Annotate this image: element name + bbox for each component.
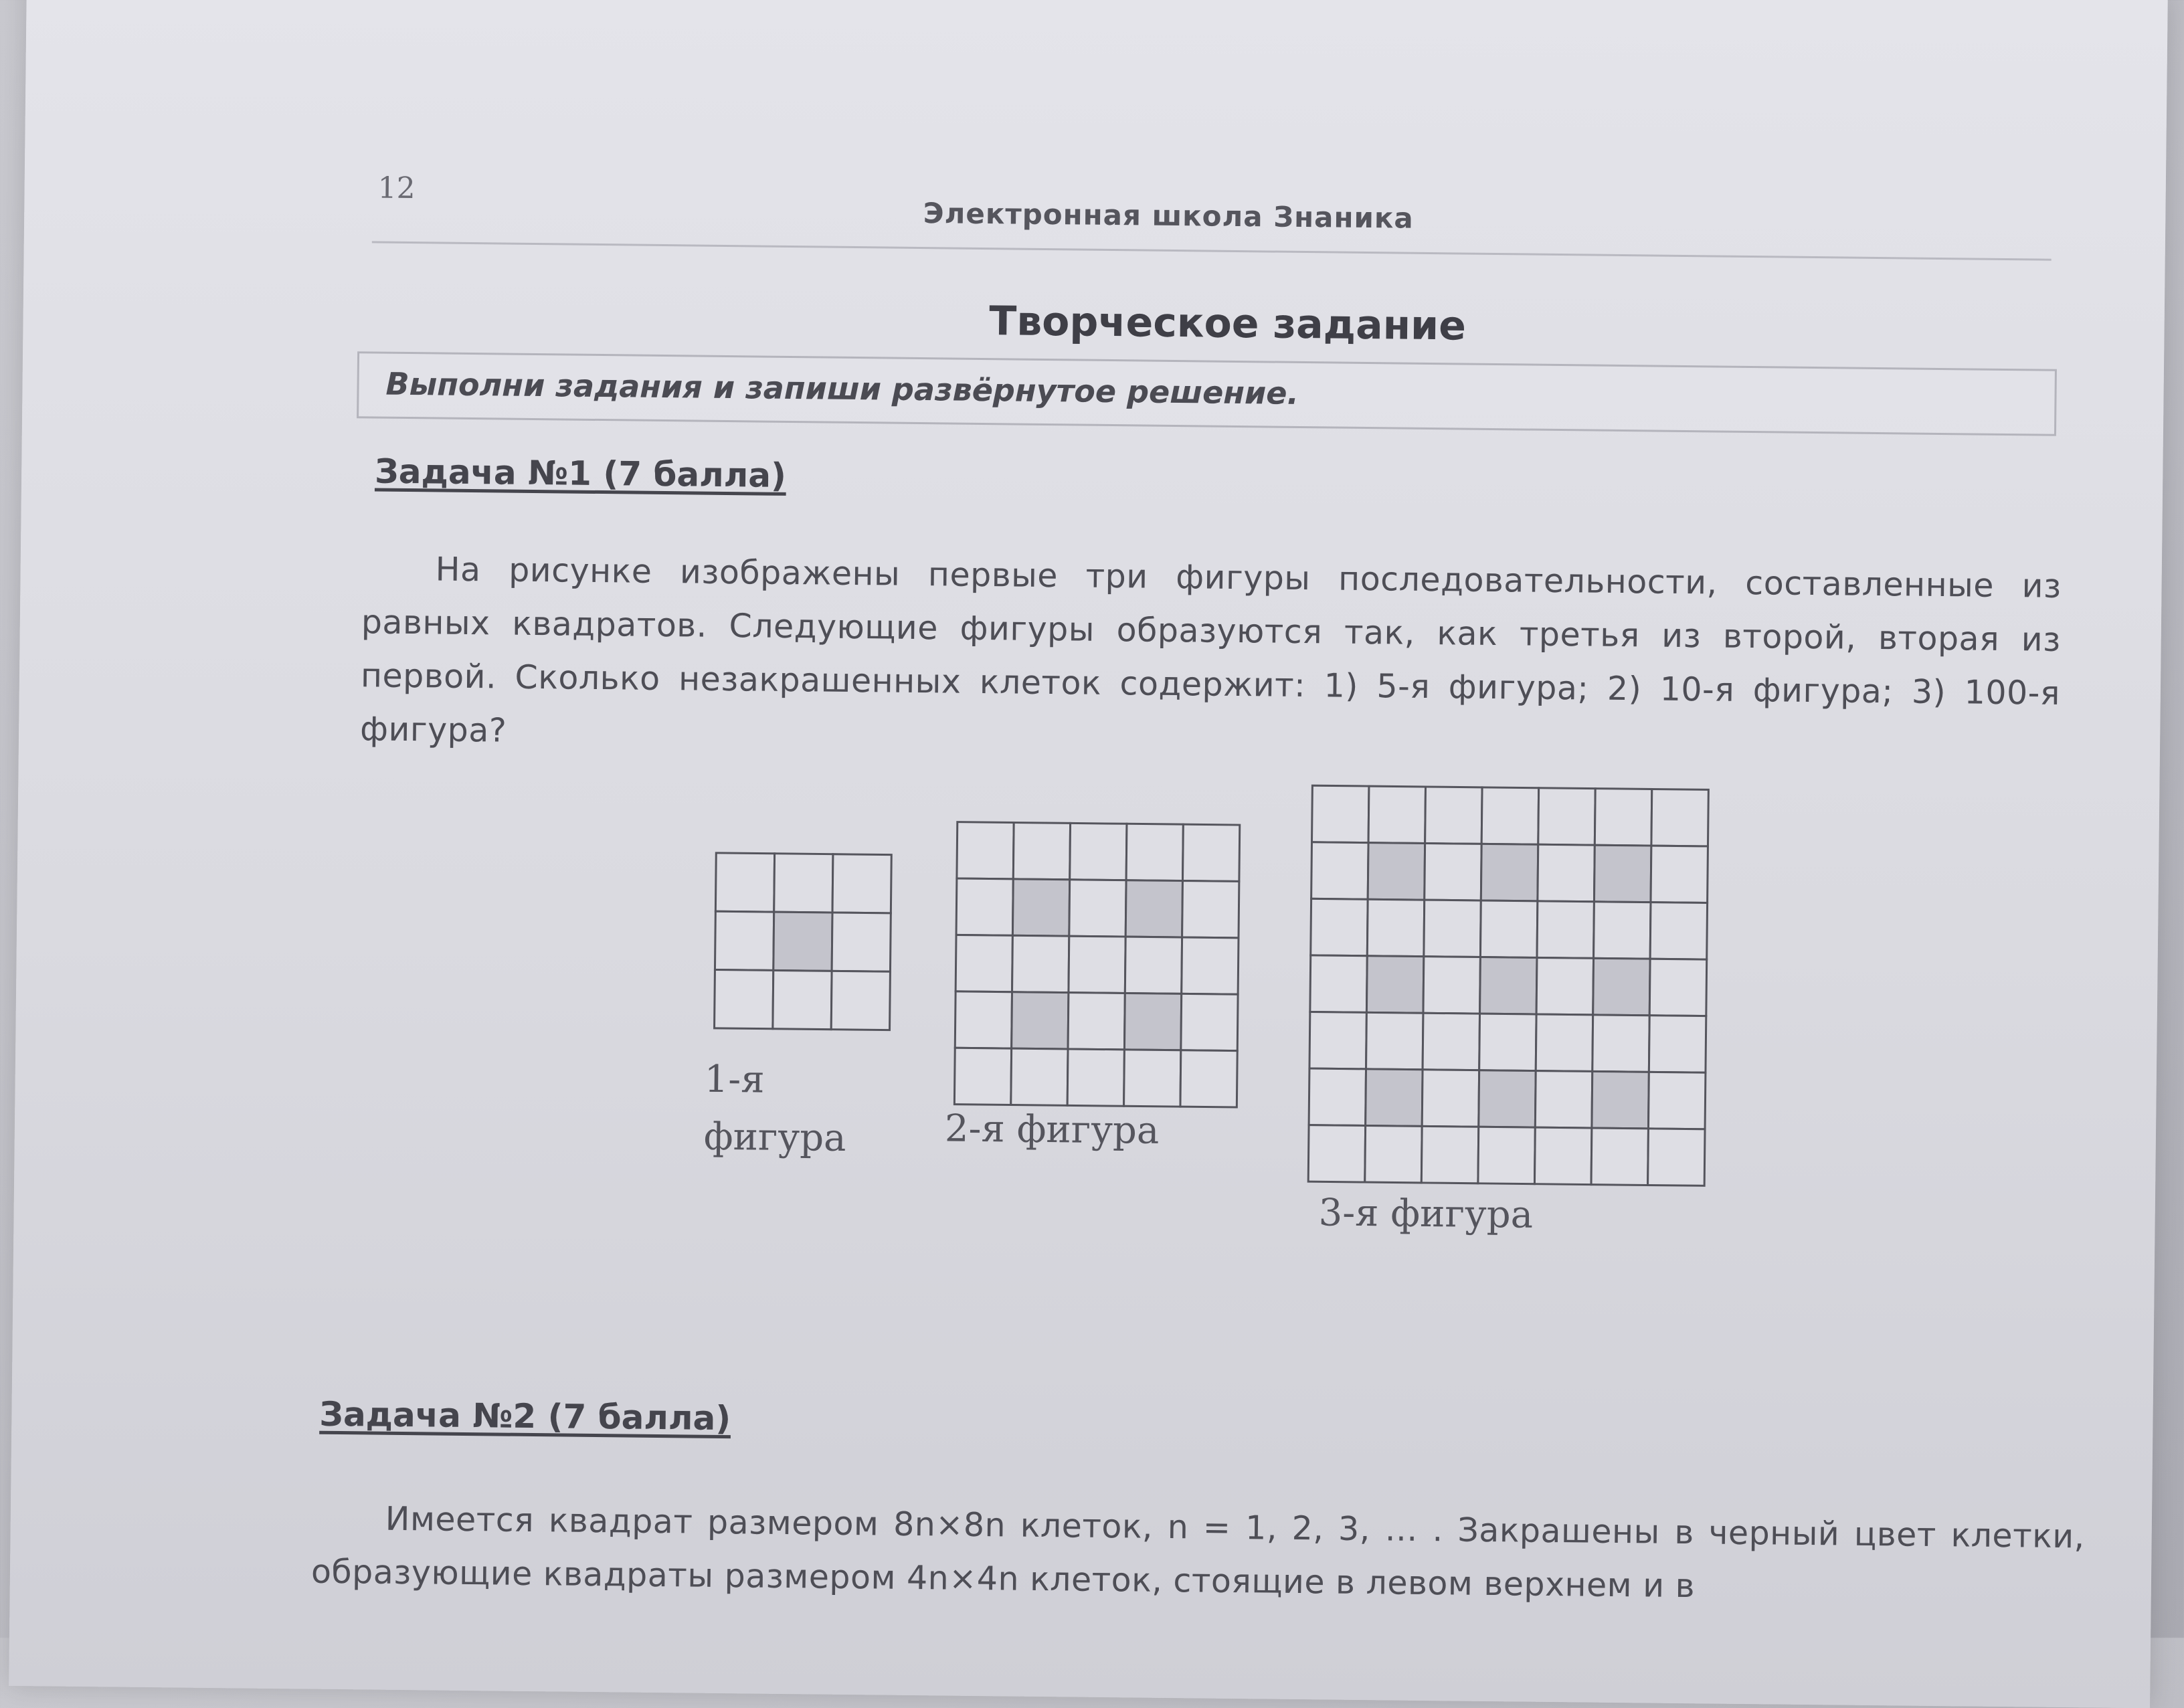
grid-cell: [1538, 788, 1595, 845]
task1-title: Задача №1 (7 балла): [374, 452, 787, 495]
figure-3: [1305, 783, 1711, 1188]
grid-cell: [1069, 880, 1126, 937]
grid-cell: [1069, 936, 1125, 993]
grid-cell: [831, 971, 890, 1030]
task2-title: Задача №2 (7 балла): [319, 1394, 731, 1438]
shaded-cell: [1594, 845, 1651, 902]
grid-cell: [1182, 881, 1239, 938]
grid-cell: [1367, 899, 1424, 956]
figure-3-caption: 3-я фигура: [1318, 1191, 1534, 1237]
grid-cell: [1012, 935, 1069, 992]
section-title: Творческое задание: [989, 298, 1467, 350]
grid-cell: [1182, 824, 1239, 881]
grid-cell: [1312, 785, 1369, 842]
grid-cell: [1126, 824, 1183, 880]
grid-cell: [1311, 842, 1368, 899]
grid-cell: [1649, 959, 1706, 1016]
grid-cell: [1309, 1012, 1366, 1068]
grid-cell: [1309, 1068, 1366, 1125]
grid-cell: [954, 1048, 1011, 1105]
grid-cell: [1536, 957, 1593, 1014]
grid-cell: [1180, 1050, 1237, 1107]
grid-cell: [1310, 955, 1367, 1012]
shaded-cell: [1366, 1069, 1423, 1126]
grid-cell: [1013, 823, 1070, 880]
running-head: Электронная школа Знаника: [923, 197, 1415, 235]
grid-cell: [715, 970, 774, 1029]
grid-cell: [1648, 1129, 1705, 1185]
grid-cell: [1368, 786, 1425, 843]
grid-cell: [1651, 846, 1708, 903]
shaded-cell: [1368, 843, 1425, 900]
grid-cell: [1650, 903, 1707, 959]
grid-cell: [773, 970, 832, 1029]
grid-cell: [1067, 1049, 1124, 1106]
shaded-cell: [1592, 1071, 1649, 1128]
figure-1-caption: 1-я фигура: [703, 1057, 846, 1160]
grid-cell: [1534, 1127, 1591, 1184]
grid-cell: [1421, 1126, 1478, 1183]
shaded-cell: [1124, 993, 1181, 1050]
grid-cell: [1365, 1125, 1422, 1182]
shaded-cell: [774, 912, 832, 971]
figure-2-grid: [951, 820, 1242, 1110]
grid-cell: [1311, 898, 1368, 955]
grid-cell: [1481, 787, 1538, 844]
grid-cell: [1537, 901, 1594, 958]
shaded-cell: [1012, 992, 1069, 1049]
shaded-cell: [1125, 880, 1182, 937]
figure-1: [712, 850, 895, 1033]
grid-cell: [1422, 1070, 1479, 1127]
grid-cell: [1425, 787, 1482, 844]
grid-cell: [774, 854, 833, 913]
shaded-cell: [1366, 956, 1423, 1013]
figure-3-grid: [1305, 783, 1711, 1188]
task2-text: Имеется квадрат размером 8n×8n клеток, n = 1, 2, 3, … . Закрашены в черный цвет клетки, образующие квадраты размером 4n×4n клеток, стоящие в левом верхнем и в: [310, 1499, 2085, 1606]
header-divider: [372, 241, 2052, 260]
grid-cell: [1425, 844, 1481, 900]
shaded-cell: [1481, 844, 1538, 900]
instruction-box: [357, 351, 2057, 436]
grid-cell: [1124, 1050, 1181, 1107]
grid-cell: [1649, 1016, 1706, 1072]
grid-cell: [955, 935, 1012, 991]
grid-cell: [1366, 1012, 1423, 1069]
grid-cell: [957, 822, 1014, 879]
grid-cell: [832, 913, 891, 971]
grid-cell: [956, 878, 1013, 935]
grid-cell: [1423, 957, 1480, 1014]
grid-cell: [1538, 844, 1595, 901]
figure-2: [951, 820, 1242, 1110]
shaded-cell: [1593, 958, 1650, 1015]
instruction-text: Выполни задания и запиши развёрнутое решение.: [385, 365, 1299, 411]
grid-cell: [1651, 789, 1708, 846]
grid-cell: [1594, 902, 1651, 959]
grid-cell: [1592, 1015, 1649, 1072]
grid-cell: [715, 853, 774, 912]
shaded-cell: [1479, 1070, 1536, 1127]
shaded-cell: [1480, 957, 1537, 1014]
grid-cell: [1479, 1014, 1536, 1070]
task1-text: На рисунке изображены первые три фигуры последовательности, составленные из равных квадратов. Следующие фигуры образуются так, как третья из второй, вторая из первой. Сколько незакрашенных клеток содержит: 1) 5-я фигура; 2) 10-я фигура; 3) 100-я фигура?: [359, 550, 2062, 750]
grid-cell: [1181, 993, 1238, 1050]
grid-cell: [1070, 823, 1127, 880]
worksheet-page: [9, 0, 2168, 1708]
grid-cell: [1595, 789, 1651, 846]
grid-cell: [1478, 1127, 1535, 1183]
grid-cell: [1536, 1014, 1592, 1071]
grid-cell: [1125, 937, 1182, 993]
figure-2-caption: 2-я фигура: [944, 1107, 1160, 1153]
grid-cell: [1591, 1128, 1648, 1185]
grid-cell: [1011, 1048, 1068, 1105]
grid-cell: [832, 854, 891, 913]
grid-cell: [1424, 900, 1481, 957]
grid-cell: [955, 991, 1012, 1048]
figure-1-grid: [712, 850, 895, 1033]
grid-cell: [1535, 1071, 1592, 1128]
grid-cell: [1480, 900, 1537, 957]
grid-cell: [1182, 937, 1239, 994]
grid-cell: [1423, 1013, 1479, 1070]
page-number: 12: [377, 171, 416, 206]
grid-cell: [1308, 1125, 1365, 1182]
grid-cell: [1648, 1072, 1705, 1129]
grid-cell: [1068, 993, 1125, 1050]
grid-cell: [715, 911, 774, 970]
shaded-cell: [1012, 879, 1069, 936]
